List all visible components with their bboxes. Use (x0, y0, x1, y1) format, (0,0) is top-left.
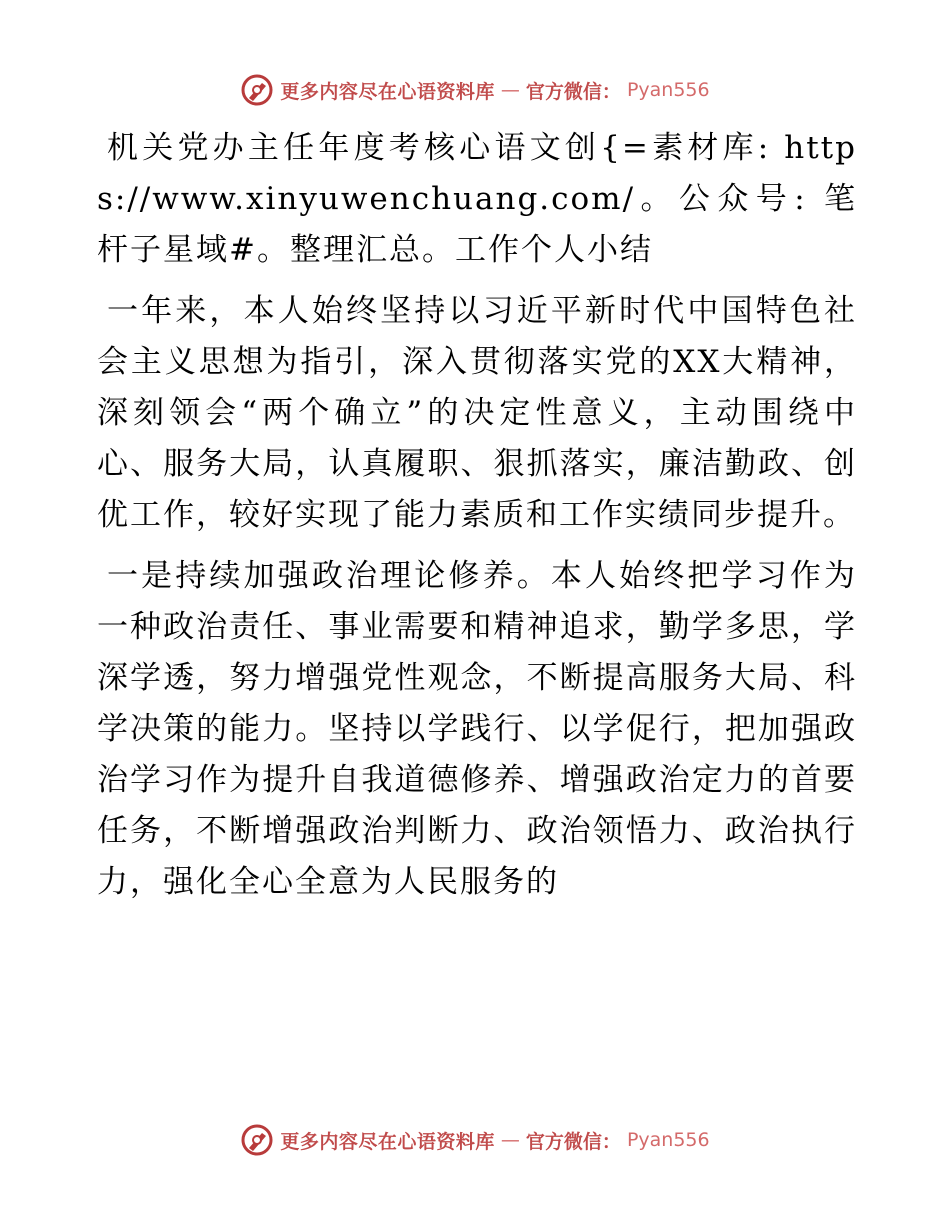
watermark-main-text: 更多内容尽在心语资料库 (280, 80, 495, 103)
watermark-account-label: 官方微信： (525, 1130, 621, 1153)
document-paragraph: 一是持续加强政治理论修养。本人始终把学习作为一种政治责任、事业需要和精神追求，勤学多思，学深学透，努力增强党性观念，不断提高服务大局、科学决策的能力。坚持以学践行、以学促行，把加强政治学习作为提升自我道德修养、增强政治定力的首要任务，不断增强政治判断力、政治领悟力、政治执行力，强化全心全意为人民服务的 (97, 558, 857, 900)
watermark-account-label: 官方微信： (525, 80, 621, 103)
watermark-banner-top (0, 70, 950, 110)
document-paragraph: 机关党办主任年度考核心语文创{=素材库: https://www.xinyuwenchuang.com/。公众号: 笔杆子星域#。整理汇总。工作个人小结 (97, 130, 857, 268)
watermark-account-handle: Pyan556 (626, 79, 710, 101)
watermark-separator: — (500, 1129, 520, 1151)
watermark-separator: — (500, 79, 520, 101)
pen-circle-logo-icon (240, 73, 274, 107)
watermark-account-handle: Pyan556 (626, 1129, 710, 1151)
document-paragraph: 一年来，本人始终坚持以习近平新时代中国特色社会主义思想为指引，深入贯彻落实党的XX大精神，深刻领会“两个确立”的决定性意义，主动围绕中心、服务大局，认真履职、狠抓落实，廉洁勤政、创优工作，较好实现了能力素质和工作实绩同步提升。 (97, 293, 857, 533)
watermark-main-text: 更多内容尽在心语资料库 (280, 1130, 495, 1153)
watermark-banner-bottom (0, 1120, 950, 1160)
document-body (97, 123, 857, 908)
pen-circle-logo-icon (240, 1123, 274, 1157)
